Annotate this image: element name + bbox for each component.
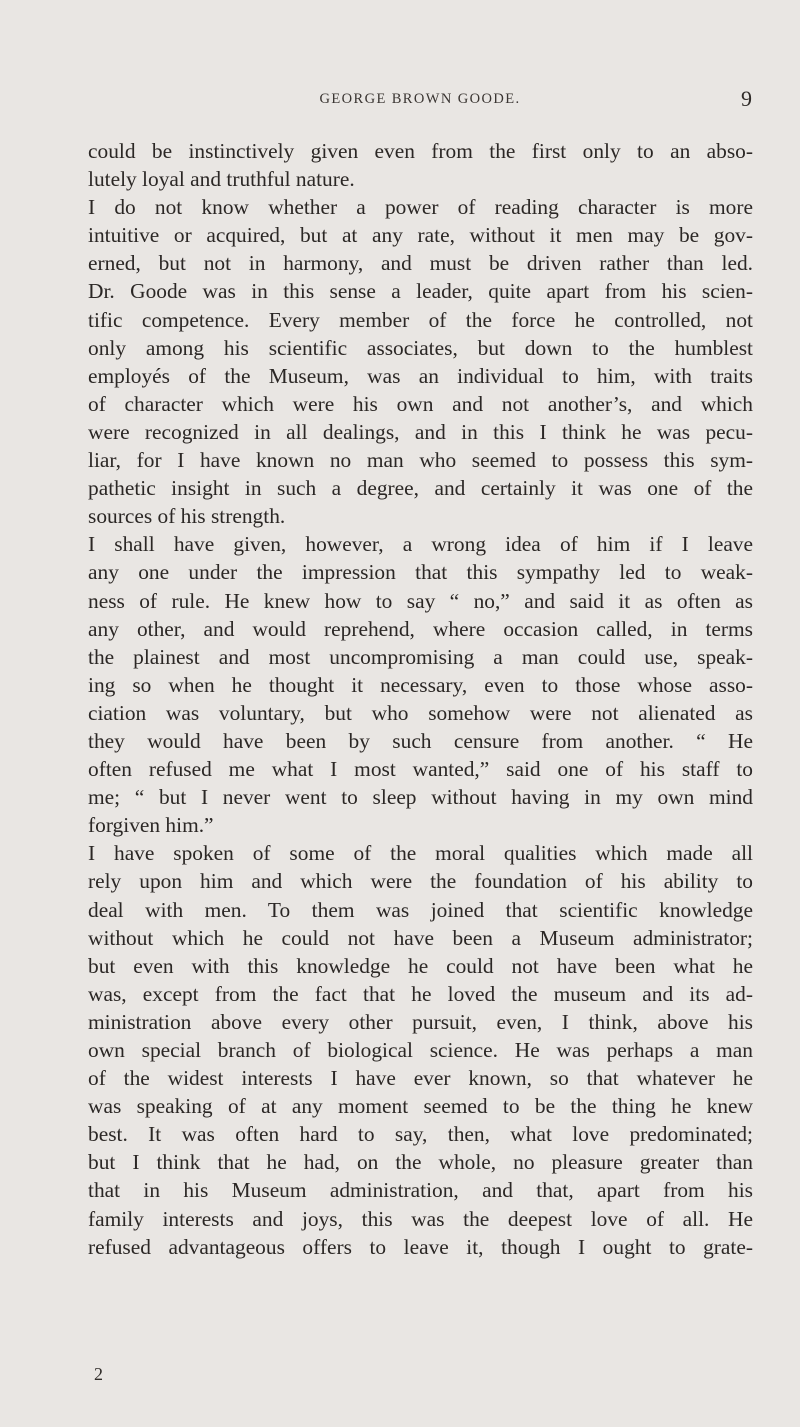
text-line: only among his scientific associates, but down to the humblest xyxy=(88,335,753,360)
text-line: rely upon him and which were the foundation of his ability to xyxy=(88,869,753,894)
text-line: me; “ but I never went to sleep without having in my own mind xyxy=(88,785,753,810)
body-text xyxy=(88,137,753,1261)
page-number: 9 xyxy=(741,86,752,111)
text-line: employés of the Museum, was an individual to him, with traits xyxy=(88,363,753,388)
text-line: but even with this knowledge he could not have been what he xyxy=(88,953,753,978)
text-line: without which he could not have been a Museum administrator; xyxy=(88,925,753,950)
text-line: they would have been by such censure from another. “ He xyxy=(88,728,753,753)
text-line: own special branch of biological science. He was perhaps a man xyxy=(88,1038,753,1062)
text-line: I shall have given, however, a wrong idea of him if I leave xyxy=(88,532,753,557)
text-line: the plainest and most uncompromising a man could use, speak- xyxy=(88,644,753,669)
signature-mark: 2 xyxy=(94,1364,103,1384)
text-line: tific competence. Every member of the force he controlled, not xyxy=(88,307,753,332)
text-line: of the widest interests I have ever known, so that whatever he xyxy=(88,1066,753,1091)
text-line: liar, for I have known no man who seemed to possess this sym- xyxy=(88,448,753,473)
text-line: was, except from the fact that he loved the museum and its ad- xyxy=(88,981,753,1006)
text-line: ness of rule. He knew how to say “ no,” and said it as often as xyxy=(88,588,753,613)
text-line: of character which were his own and not another’s, and which xyxy=(88,391,753,416)
text-line: any one under the impression that this sympathy led to weak- xyxy=(88,560,753,585)
text-line: I do not know whether a power of reading character is more xyxy=(88,195,753,220)
text-line: but I think that he had, on the whole, no pleasure greater than xyxy=(88,1150,753,1175)
text-line: best. It was often hard to say, then, what love predominated; xyxy=(88,1122,753,1147)
text-line: refused advantageous offers to leave it, though I ought to grate- xyxy=(88,1234,753,1259)
running-title: GEORGE BROWN GOODE. xyxy=(319,91,521,107)
text-line: intuitive or acquired, but at any rate, without it men may be gov- xyxy=(88,223,753,248)
text-line: lutely loyal and truthful nature. xyxy=(88,167,355,192)
text-line: pathetic insight in such a degree, and certainly it was one of the xyxy=(88,476,753,501)
text-line: deal with men. To them was joined that scientific knowledge xyxy=(88,897,753,922)
text-line: family interests and joys, this was the deepest love of all. He xyxy=(88,1206,753,1231)
text-line: ciation was voluntary, but who somehow were not alienated as xyxy=(88,700,753,725)
text-line: Dr. Goode was in this sense a leader, quite apart from his scien- xyxy=(88,279,753,304)
text-line: often refused me what I most wanted,” said one of his staff to xyxy=(88,757,753,782)
text-line: ministration above every other pursuit, even, I think, above his xyxy=(88,1009,753,1034)
text-line: any other, and would reprehend, where occasion called, in terms xyxy=(88,616,753,641)
text-line: could be instinctively given even from the first only to an abso- xyxy=(88,139,753,163)
text-line: was speaking of at any moment seemed to be the thing he knew xyxy=(88,1094,753,1119)
running-head xyxy=(88,88,752,112)
text-line: that in his Museum administration, and that, apart from his xyxy=(88,1178,753,1203)
text-line: sources of his strength. xyxy=(88,504,286,529)
text-line: ing so when he thought it necessary, even to those whose asso- xyxy=(88,672,753,697)
text-line: forgiven him.” xyxy=(88,813,214,838)
text-line: were recognized in all dealings, and in this I think he was pecu- xyxy=(88,419,753,444)
text-line: I have spoken of some of the moral qualities which made all xyxy=(88,841,753,866)
text-line: erned, but not in harmony, and must be driven rather than led. xyxy=(88,251,753,276)
